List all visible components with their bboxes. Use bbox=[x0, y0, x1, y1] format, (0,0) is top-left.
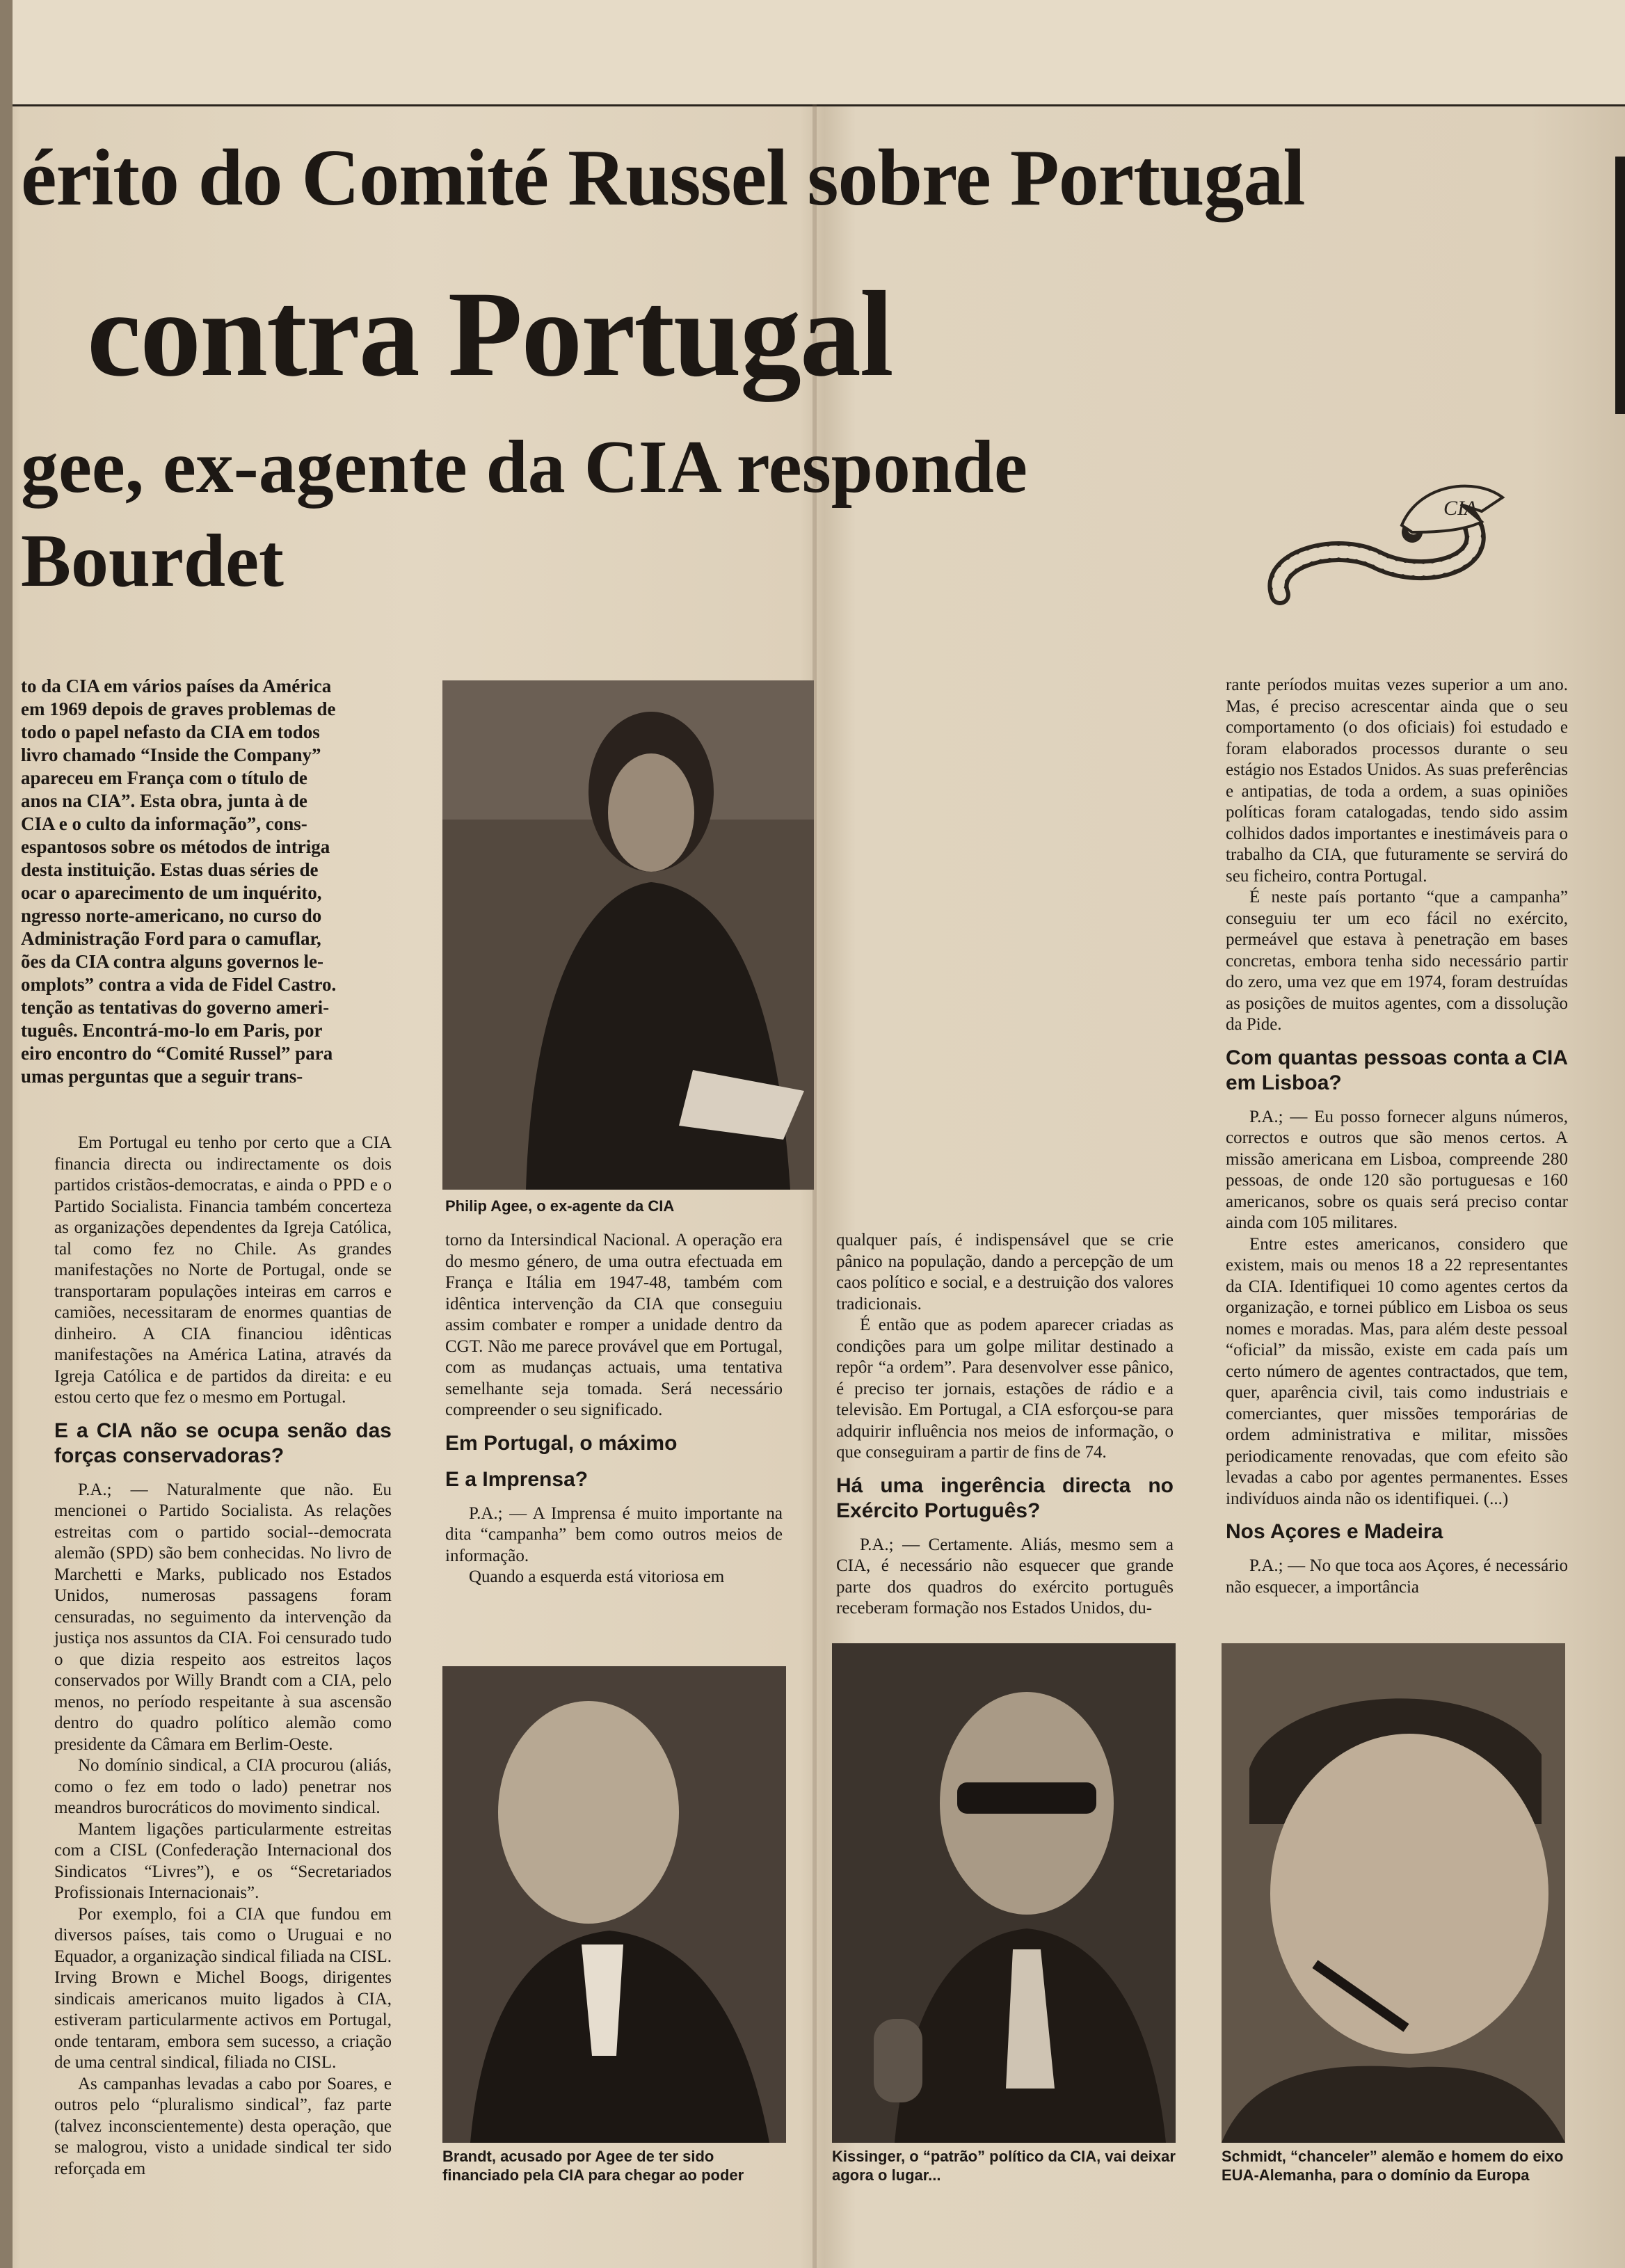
question-heading: E a Imprensa? bbox=[445, 1467, 589, 1491]
lede-line: umas perguntas que a seguir trans- bbox=[21, 1066, 303, 1087]
column-3 bbox=[836, 1230, 1174, 1620]
lede-line: em 1969 depois de graves problemas de bbox=[21, 698, 336, 719]
column-4 bbox=[1226, 675, 1568, 1598]
headline-line4: Bourdet bbox=[21, 520, 284, 602]
paragraph: Mantem ligações particularmente estreitas com a CISL (Confederação Internacional dos Sindicatos “Livres”), e os “Secretariados Profissionais Internacionais”. bbox=[54, 1819, 392, 1902]
photo-kissinger bbox=[832, 1643, 1176, 2143]
lede-line: ões da CIA contra alguns governos le- bbox=[21, 951, 324, 972]
paragraph: As campanhas levadas a cabo por Soares, e outros pelo “pluralismo sindical”, faz parte (talvez inconscientemente) desta operação, que se malogrou, visto a unidade sindical ter sido reforçada em bbox=[54, 2074, 392, 2178]
paragraph: Em Portugal eu tenho por certo que a CIA financia directa ou indirectamente os dois partidos cristãos-democratas, e ainda o PPD e o Partido Socialista. Financia também concerteza as organizações dependentes da Igreja Católica, tal como fez no Chile. As grandes manifestações no Norte de Portugal, onde se transportaram populações inteiras em carros e camiões, necessitaram de enormes quantias de dinheiro. A CIA financiou idênticas manifestações na América Latina, através da Igreja Católica e de partidos da direita: e eu estou certo que fez o mesmo em Portugal. bbox=[54, 1133, 392, 1407]
top-margin bbox=[0, 0, 1625, 106]
lede-line: anos na CIA”. Esta obra, junta à de bbox=[21, 790, 307, 811]
caption-kissinger: Kissinger, o “patrão” político da CIA, vai deixar agora o lugar... bbox=[832, 2148, 1176, 2184]
lede-line: tuguês. Encontrá-mo-lo em Paris, por bbox=[21, 1020, 323, 1041]
caption-brandt: Brandt, acusado por Agee de ter sido financiado pela CIA para chegar ao poder bbox=[442, 2148, 744, 2184]
paragraph: É neste país portanto “que a campanha” conseguiu ter um eco fácil no exército, permeável que estava à penetração em bases concretas, embora tenha sido necessário partir do zero, uma vez que em 1974, foram destruídas as posições de muitos agentes, com a dissolução da Pide. bbox=[1226, 888, 1568, 1034]
lede-line: ocar o aparecimento de um inquérito, bbox=[21, 882, 322, 903]
headline-line1: érito do Comité Russel sobre Portugal bbox=[21, 134, 1305, 223]
photo-schmidt bbox=[1222, 1643, 1565, 2143]
paragraph: Por exemplo, foi a CIA que fundou em diversos países, tais como o Uruguai e no Equador, a organização sindical filiada na CISL. Irving Brown e Michel Boogs, dirigentes sindicais americanos muito ligados à CIA, estiveram particularmente activos em Portugal, onde tentaram, embora sem sucesso, a criação de uma central sindical, filiada no CISL. bbox=[54, 1904, 392, 2072]
paragraph: Quando a esquerda está vitoriosa em bbox=[469, 1567, 725, 1586]
lede-line: eiro encontro do “Comité Russel” para bbox=[21, 1043, 333, 1064]
lede-line: tenção as tentativas do governo ameri- bbox=[21, 997, 330, 1018]
paragraph: É então que as podem aparecer criadas as condições para um golpe militar destinado a repôr “a ordem”. Para desenvolver esse pânico, é preciso ter jornais, estações de rádio e a televisão. Em Portugal, a CIA esforçou-se para adquirir influência nos meios de informação, o que conseguiram a partir de fins de 74. bbox=[836, 1316, 1174, 1462]
lede-line: CIA e o culto da informação”, cons- bbox=[21, 813, 307, 834]
lede-line: todo o papel nefasto da CIA em todos bbox=[21, 721, 320, 742]
headline-line2: contra Portugal bbox=[87, 266, 892, 402]
snake-illustration bbox=[1252, 456, 1516, 623]
lede-line: Administração Ford para o camuflar, bbox=[21, 928, 321, 949]
lede-line: livro chamado “Inside the Company” bbox=[21, 744, 321, 765]
paragraph: torno da Intersindical Nacional. A operação era do mesmo género, de uma outra efectuada em França e Itália em 1947-48, também com idêntica intervenção da CIA que conseguiu assim combater e romper a unidade dentro da CGT. Não me parece provável que em Portugal, com as mudanças actuais, uma tentativa semelhante seja tomada. Será necessário compreender o seu significado. bbox=[445, 1231, 783, 1419]
paragraph: P.A.; — Eu posso fornecer alguns números, correctos e outros que são menos certos. A missão americana em Lisboa, compreende 280 pessoas, de onde 120 são portuguesas e 160 americanos, sobre os quais será preciso contar ainda com 105 militares. bbox=[1226, 1107, 1568, 1232]
caption-agee: Philip Agee, o ex-agente da CIA bbox=[445, 1197, 675, 1215]
svg-text:CIA: CIA bbox=[1443, 497, 1478, 520]
next-page-bar bbox=[1615, 157, 1625, 414]
question-heading: E a CIA não se ocupa senão das forças conservadoras? bbox=[54, 1419, 392, 1467]
photo-agee bbox=[442, 680, 814, 1190]
question-heading: Há uma ingerência directa no Exército Português? bbox=[836, 1474, 1174, 1522]
photo-brandt bbox=[442, 1666, 786, 2143]
lede-line: to da CIA em vários países da América bbox=[21, 676, 332, 696]
lede-line: espantosos sobre os métodos de intriga bbox=[21, 836, 330, 857]
paragraph: Entre estes americanos, considero que existem, mais ou menos 18 a 22 representantes da CIA. Identifiquei 10 como agentes certos da organização, e tornei público em Lisboa os seus nomes e moradas. Mas, para além deste pessoal “oficial” da missão, existe em cada país um certo número de agentes contractados, que tem, quer, aparência civil, tais como industriais e comerciantes, quer missões temporárias de ordem administrativa e militar, missões periodicamente renovadas, que com efeito são levadas a cabo por agentes permanentes. Esses indivíduos ainda não os identifiquei. (...) bbox=[1226, 1234, 1568, 1508]
column-2 bbox=[445, 1230, 783, 1588]
paragraph: P.A.; — Naturalmente que não. Eu mencionei o Partido Socialista. As relações estreitas com o partido social--democrata alemão (SPD) são bem conhecidas. No livro de Marchetti e Marks, publicado nos Estados Unidos, numerosas passagens foram censuradas, no seguimento da intervenção da justiça nos assuntos da CIA. Foi censurado tudo o que dizia respeito aos estreitos laços conservados por Willy Brandt com a CIA, pelo menos, no período respeitante à sua ascensão dentro do quadro político alemão como presidente da Câmara em Berlim-Oeste. bbox=[54, 1480, 392, 1754]
question-heading: Com quantas pessoas conta a CIA em Lisboa? bbox=[1226, 1046, 1568, 1094]
paragraph: P.A.; — A Imprensa é muito importante na dita “campanha” bem como outros meios de informação. bbox=[445, 1503, 783, 1565]
lede-line: ngresso norte-americano, no curso do bbox=[21, 905, 322, 926]
paragraph: P.A.; — Certamente. Aliás, mesmo sem a CIA, é necessário não esquecer que grande parte dos quadros do exército português receberam formação nos Estados Unidos, du- bbox=[836, 1535, 1174, 1618]
paragraph: P.A.; — No que toca aos Açores, é necessário não esquecer, a importância bbox=[1226, 1556, 1568, 1597]
paragraph: rante períodos muitas vezes superior a um ano. Mas, é preciso acrescentar ainda que o seu comportamento (o dos oficiais) foi estudado e foram elaborados processos durante o seu estágio nos Estados Unidos. As suas preferências e antipatias, de toda a ordem, a suas opiniões políticas foram catalogadas, tendo sido assim colhidos dados importantes e inestimáveis para o trabalho da CIA, que futuramente se servirá do seu ficheiro, contra Portugal. bbox=[1226, 676, 1568, 886]
lede-line: omplots” contra a vida de Fidel Castro. bbox=[21, 974, 337, 995]
question-heading: Em Portugal, o máximo bbox=[445, 1431, 678, 1455]
paragraph: No domínio sindical, a CIA procurou (aliás, como o fez em todo o lado) penetrar nos meandros burocráticos do movimento sindical. bbox=[54, 1756, 392, 1817]
caption-schmidt: Schmidt, “chanceler” alemão e homem do eixo EUA-Alemanha, para o domínio da Europa bbox=[1222, 2148, 1564, 2184]
paragraph: qualquer país, é indispensável que se crie pânico na população, dando a percepção de um caos político e social, e a destruição dos valores tradicionais. bbox=[836, 1231, 1174, 1313]
lede-block bbox=[21, 675, 397, 1088]
lede-line: apareceu em França com o título de bbox=[21, 767, 307, 788]
question-heading: Nos Açores e Madeira bbox=[1226, 1520, 1443, 1543]
page-edge bbox=[0, 0, 13, 2268]
column-1 bbox=[54, 1133, 392, 2180]
headline-line3: gee, ex-agente da CIA responde bbox=[21, 426, 1027, 509]
lede-line: desta instituição. Estas duas séries de bbox=[21, 859, 319, 880]
lede-text bbox=[21, 675, 397, 1088]
